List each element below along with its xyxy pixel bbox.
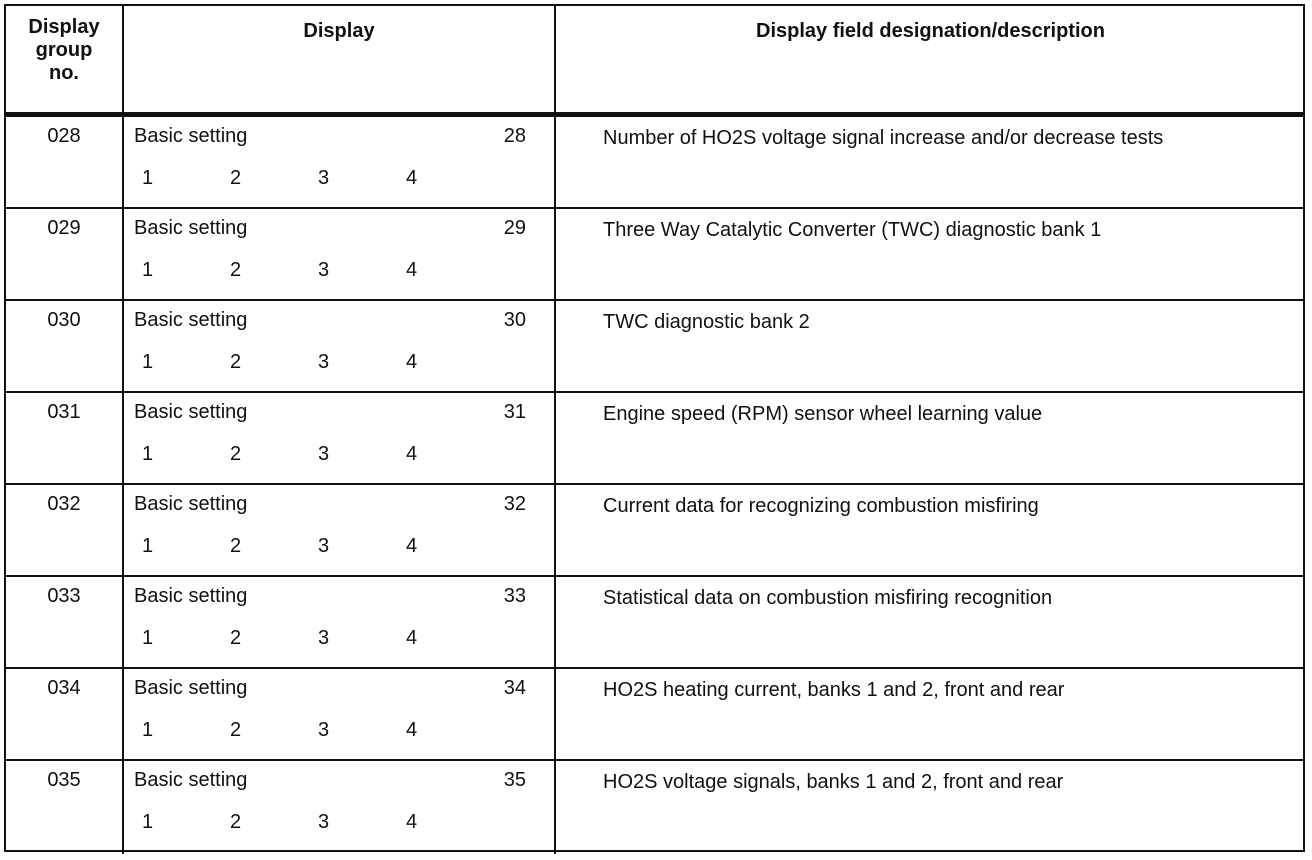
- display-field-3: 3: [318, 719, 330, 741]
- description-cell: Three Way Catalytic Converter (TWC) diagnostic bank 1: [603, 219, 1102, 241]
- header-description: Display field designation/description: [756, 20, 1105, 42]
- table-row: [6, 117, 1303, 209]
- display-group-number: 34: [503, 677, 526, 699]
- display-field-4: 4: [406, 719, 418, 741]
- group-number-cell: 035: [6, 761, 124, 854]
- description-cell: Engine speed (RPM) sensor wheel learning value: [603, 403, 1043, 425]
- header-group-line2: group: [35, 39, 93, 61]
- group-number-cell: 031: [6, 393, 124, 483]
- display-field-3: 3: [318, 167, 330, 189]
- display-field-1: 1: [142, 811, 154, 833]
- display-mode-label: Basic setting: [134, 493, 248, 515]
- display-field-4: 4: [406, 535, 418, 557]
- display-field-4: 4: [406, 259, 418, 281]
- group-number-cell: 033: [6, 577, 124, 667]
- display-mode-label: Basic setting: [134, 309, 248, 331]
- header-display: Display: [124, 6, 556, 112]
- header-group-line3: no.: [49, 62, 79, 84]
- group-number-cell: 034: [6, 669, 124, 759]
- display-field-1: 1: [142, 351, 154, 373]
- table-row: [6, 669, 1303, 761]
- display-field-4: 4: [406, 627, 418, 649]
- display-field-3: 3: [318, 811, 330, 833]
- display-field-3: 3: [318, 351, 330, 373]
- table-row: [6, 301, 1303, 393]
- display-mode-label: Basic setting: [134, 401, 248, 423]
- display-mode-label: Basic setting: [134, 585, 248, 607]
- description-cell: HO2S heating current, banks 1 and 2, front and rear: [603, 679, 1065, 701]
- display-cell: [124, 117, 556, 207]
- display-field-2: 2: [230, 443, 242, 465]
- display-field-3: 3: [318, 535, 330, 557]
- display-cell: [124, 669, 556, 759]
- table-row: [6, 393, 1303, 485]
- display-field-2: 2: [230, 811, 242, 833]
- display-group-number: 33: [503, 585, 526, 607]
- display-field-1: 1: [142, 535, 154, 557]
- table-row: [6, 577, 1303, 669]
- table-row: [6, 209, 1303, 301]
- display-field-4: 4: [406, 811, 418, 833]
- display-cell: [124, 577, 556, 667]
- display-cell: [124, 301, 556, 391]
- display-group-number: 29: [503, 217, 526, 239]
- header-group-line1: Display: [28, 16, 100, 38]
- description-cell: HO2S voltage signals, banks 1 and 2, front and rear: [603, 771, 1064, 793]
- display-cell: [124, 209, 556, 299]
- display-field-1: 1: [142, 719, 154, 741]
- table-row: [6, 485, 1303, 577]
- display-field-2: 2: [230, 719, 242, 741]
- display-mode-label: Basic setting: [134, 677, 248, 699]
- description-cell: Current data for recognizing combustion misfiring: [603, 495, 1039, 517]
- display-field-3: 3: [318, 627, 330, 649]
- display-group-number: 31: [503, 401, 526, 423]
- display-cell: [124, 393, 556, 483]
- display-group-number: 28: [503, 125, 526, 147]
- group-number-cell: 032: [6, 485, 124, 575]
- display-mode-label: Basic setting: [134, 217, 248, 239]
- display-field-2: 2: [230, 167, 242, 189]
- table-row: [6, 761, 1303, 854]
- display-field-2: 2: [230, 351, 242, 373]
- display-field-1: 1: [142, 627, 154, 649]
- display-field-2: 2: [230, 259, 242, 281]
- display-mode-label: Basic setting: [134, 769, 248, 791]
- description-cell: Number of HO2S voltage signal increase and/or decrease tests: [603, 127, 1164, 149]
- description-cell: TWC diagnostic bank 2: [603, 311, 810, 333]
- display-field-1: 1: [142, 167, 154, 189]
- display-field-4: 4: [406, 167, 418, 189]
- display-group-number: 32: [503, 493, 526, 515]
- table-body: [6, 117, 1303, 854]
- table-header: [6, 6, 1303, 112]
- display-group-number: 35: [503, 769, 526, 791]
- group-number-cell: 030: [6, 301, 124, 391]
- group-number-cell: 029: [6, 209, 124, 299]
- display-group-table: [4, 4, 1305, 852]
- display-cell: [124, 485, 556, 575]
- header-display-group-no: [6, 6, 124, 112]
- display-field-3: 3: [318, 259, 330, 281]
- display-field-1: 1: [142, 443, 154, 465]
- display-field-2: 2: [230, 627, 242, 649]
- display-field-2: 2: [230, 535, 242, 557]
- display-field-4: 4: [406, 443, 418, 465]
- display-field-4: 4: [406, 351, 418, 373]
- display-group-number: 30: [503, 309, 526, 331]
- display-field-1: 1: [142, 259, 154, 281]
- display-cell: [124, 761, 556, 854]
- description-cell: Statistical data on combustion misfiring recognition: [603, 587, 1053, 609]
- group-number-cell: 028: [6, 117, 124, 207]
- display-mode-label: Basic setting: [134, 125, 248, 147]
- display-field-3: 3: [318, 443, 330, 465]
